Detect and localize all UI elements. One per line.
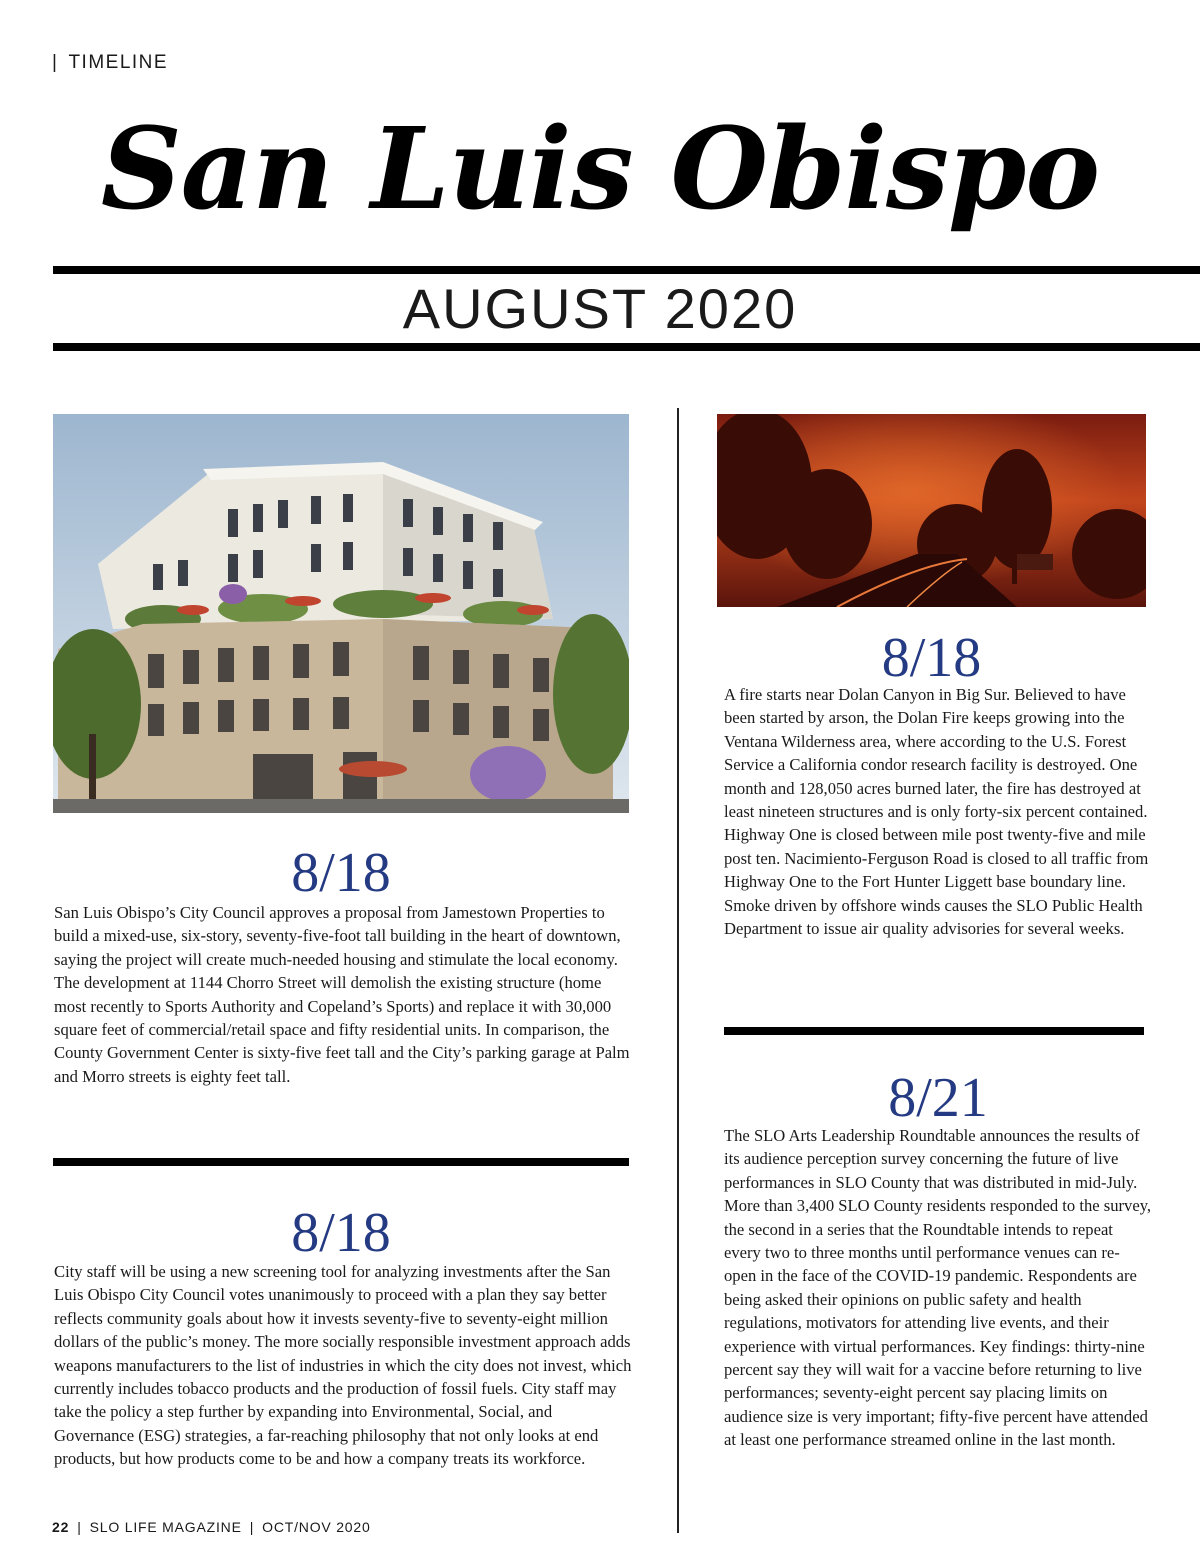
- wildfire-road-photo: [717, 414, 1146, 607]
- building-rendering-photo: [53, 414, 629, 813]
- page-footer: [52, 1519, 371, 1535]
- entry-date: 8/18: [881, 627, 982, 689]
- entry-rule: [724, 1027, 1144, 1035]
- entry-text: City staff will be using a new screening tool for analyzing investments after the San Luis Obispo City Council votes unanimously to proceed with a plan they say better reflects community goals about how it invests seventy-five to seventy-eight million dollars of the public’s money. The more socially responsible investment approach adds weapons manufacturers to the list of industries in which the city does not invest, which currently includes tobacco products and the production of fossil fuels. City staff may take the policy a step further by expanding into Environmental, Social, and Governance (ESG) strategies, a far-reaching philosophy that not only looks at end products, but how products come to be and how a company treats its workforce.: [54, 1262, 632, 1469]
- entry-text: The SLO Arts Leadership Roundtable announces the results of its audience perception survey concerning the future of live performances in SLO County that was distributed in mid-July. More than 3,400 SLO County residents responded to the survey, the second in a series that the Roundtable intends to repeat every two to three months until performance venues can re-open in the face of the COVID-19 pandemic. Respondents are being asked their opinions on public safety and health regulations, motivators for attending live events, and their experience with virtual performances. Key findings: thirty-nine percent say they will wait for a vaccine before returning to live performances; seventy-eight percent say placing limits on audience size is very important; fifty-five percent have attended at least one performance streamed online in the last month.: [724, 1126, 1152, 1450]
- page-number: 22: [52, 1519, 70, 1535]
- section-label: [52, 52, 168, 74]
- footer-divider: |: [77, 1519, 82, 1535]
- month-subtitle: AUGUST 2020: [402, 277, 798, 340]
- section-label-text: TIMELINE: [68, 52, 169, 73]
- magazine-name: SLO LIFE MAGAZINE: [89, 1519, 242, 1535]
- entry-date: 8/21: [888, 1067, 988, 1129]
- masthead-title: San Luis Obispo: [100, 104, 1100, 235]
- issue-date: OCT/NOV 2020: [262, 1519, 371, 1535]
- header-rule-top: [53, 266, 1200, 274]
- entry-date: 8/18: [291, 1202, 391, 1264]
- entry-text: A fire starts near Dolan Canyon in Big Sur. Believed to have been started by arson, the Dolan Fire keeps growing into the Ventana Wilderness area, where according to the U.S. Forest Service a California condor research facility is destroyed. One month and 128,050 acres burned later, the fire has destroyed at least nineteen structures and is only forty-six percent contained. Highway One is closed between mile post twenty-five and mile post ten. Nacimiento-Ferguson Road is closed to all traffic from Highway One to the Fort Hunter Liggett base boundary line. Smoke driven by offshore winds causes the SLO Public Health Department to issue air quality advisories for several weeks.: [724, 685, 1149, 939]
- section-label-divider: |: [52, 52, 59, 73]
- column-divider: [677, 408, 679, 1533]
- entry-text: San Luis Obispo’s City Council approves a proposal from Jamestown Properties to build a mixed-use, six-story, seventy-five-foot tall building in the heart of downtown, saying the project will create much-needed housing and stimulate the local economy. The development at 1144 Chorro Street will demolish the existing structure (home most recently to Sports Authority and Copeland’s Sports) and replace it with 30,000 square feet of commercial/retail space and fifty residential units. In comparison, the County Government Center is sixty-five feet tall and the City’s parking garage at Palm and Morro streets is eighty feet tall.: [54, 903, 630, 1086]
- entry-rule: [53, 1158, 629, 1166]
- entry-date: 8/18: [291, 842, 391, 904]
- footer-divider: |: [249, 1519, 255, 1535]
- header-rule-bottom: [53, 343, 1200, 351]
